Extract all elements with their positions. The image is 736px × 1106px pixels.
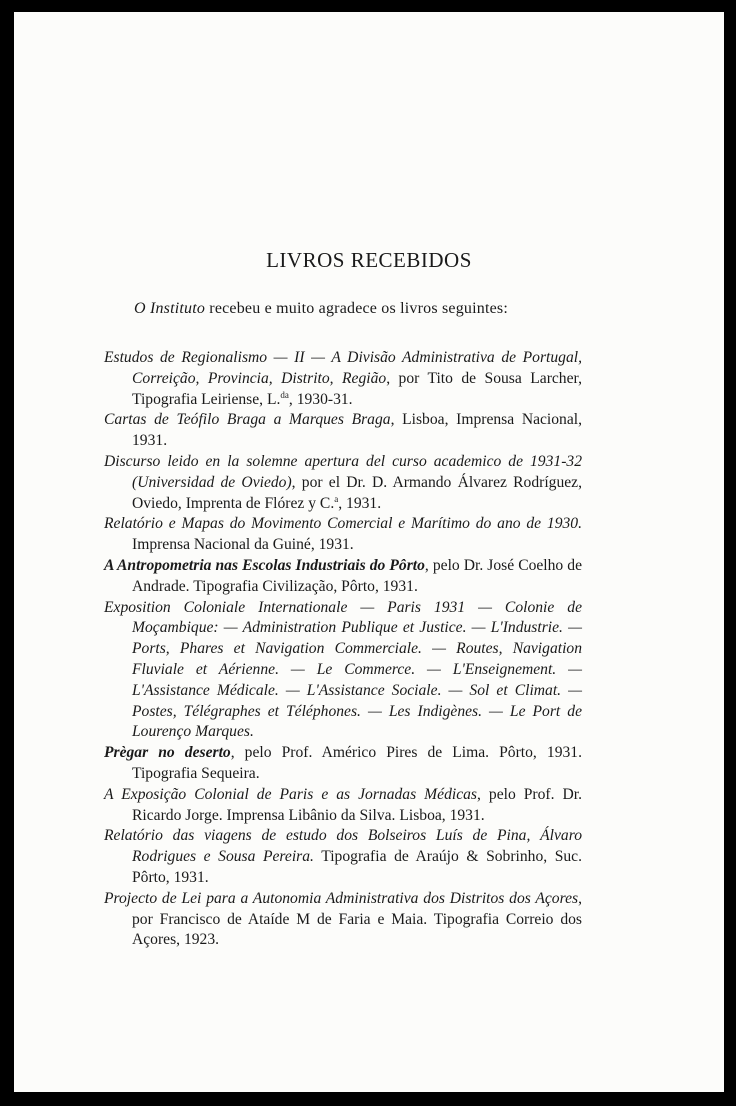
- book-entry: [104, 452, 582, 514]
- intro-paragraph: [134, 300, 614, 318]
- book-title: Cartas de Teófilo Braga a Marques Braga: [104, 411, 391, 429]
- book-entry: [104, 889, 582, 951]
- book-details: Tipografia de Araújo & Sobrinho, Suc. Pôrto, 1931.: [132, 848, 583, 886]
- book-entry: [104, 743, 582, 785]
- book-title: Relatório das viagens de estudo dos Bolseiros Luís de Pina, Álvaro Rodrigues e Sousa Pereira.: [104, 827, 582, 866]
- intro-instituto: O Instituto: [134, 300, 206, 317]
- book-title: A Antropometria nas Escolas Industriais do Pôrto: [104, 556, 425, 574]
- book-title: Discurso leido en la solemne apertura del curso academico de 1931-32 (Universidad de Oviedo): [104, 452, 582, 491]
- book-superscript: a: [334, 493, 339, 504]
- book-details-end: , 1930-31.: [288, 390, 353, 408]
- book-title: Prègar no deserto: [104, 744, 231, 762]
- intro-text: recebeu e muito agradece os livros seguintes:: [205, 300, 508, 317]
- book-entry: [104, 410, 582, 452]
- book-details: , por el Dr. D. Armando Álvarez Rodríguez, Oviedo, Imprenta de Flórez y C.: [132, 473, 582, 512]
- book-entry: [104, 556, 582, 598]
- book-title: Projecto de Lei para a Autonomia Administrativa dos Distritos dos Açores: [104, 889, 579, 907]
- document-page: [14, 12, 724, 1092]
- book-details: Imprensa Nacional da Guiné, 1931.: [132, 536, 354, 554]
- book-list: [104, 348, 582, 951]
- book-details: , pelo Dr. José Coelho de Andrade. Tipografia Civilização, Pôrto, 1931.: [132, 556, 582, 595]
- page-title: LIVROS RECEBIDOS: [266, 248, 472, 272]
- book-details: , Lisboa, Imprensa Nacional, 1931.: [132, 411, 582, 450]
- book-title: Exposition Coloniale Internationale — Paris 1931 — Colonie de Moçambique: — Administration Publique et Justice. — L'Industrie. — Ports, Phares et Navigation Commerciale. — Routes, Navigation Fluviale et Aérienne. — Le Commerce. — L'Enseignement. — L'Assistance Médicale. — L'Assistance Sociale. — Sol et Climat. — Postes, Télégraphes et Téléphones. — Les Indigènes. — Le Port de Lourenço Marques.: [104, 598, 582, 741]
- book-details: , por Tito de Sousa Larcher, Tipografia Leiriense, L.: [132, 369, 582, 408]
- book-superscript: da: [280, 389, 289, 400]
- book-entry: [104, 514, 582, 556]
- book-entry: [104, 598, 582, 744]
- book-title: Relatório e Mapas do Movimento Comercial e Marítimo do ano de 1930.: [104, 515, 582, 533]
- book-details: , pelo Prof. Dr. Ricardo Jorge. Imprensa Libânio da Silva. Lisboa, 1931.: [132, 785, 583, 824]
- book-entry: [104, 785, 582, 827]
- book-entry: [104, 348, 582, 410]
- book-title: Estudos de Regionalismo — II — A Divisão Administrativa de Portugal, Correição, Provincia, Distrito, Região: [104, 349, 582, 387]
- book-details: , pelo Prof. Américo Pires de Lima. Pôrto, 1931. Tipografia Sequeira.: [132, 744, 582, 782]
- book-details: , por Francisco de Ataíde M de Faria e Maia. Tipografia Correio dos Açores, 1923.: [132, 889, 582, 949]
- book-title: A Exposição Colonial de Paris e as Jornadas Médicas: [104, 785, 477, 803]
- book-details-end: , 1931.: [338, 494, 382, 512]
- book-entry: [104, 826, 582, 888]
